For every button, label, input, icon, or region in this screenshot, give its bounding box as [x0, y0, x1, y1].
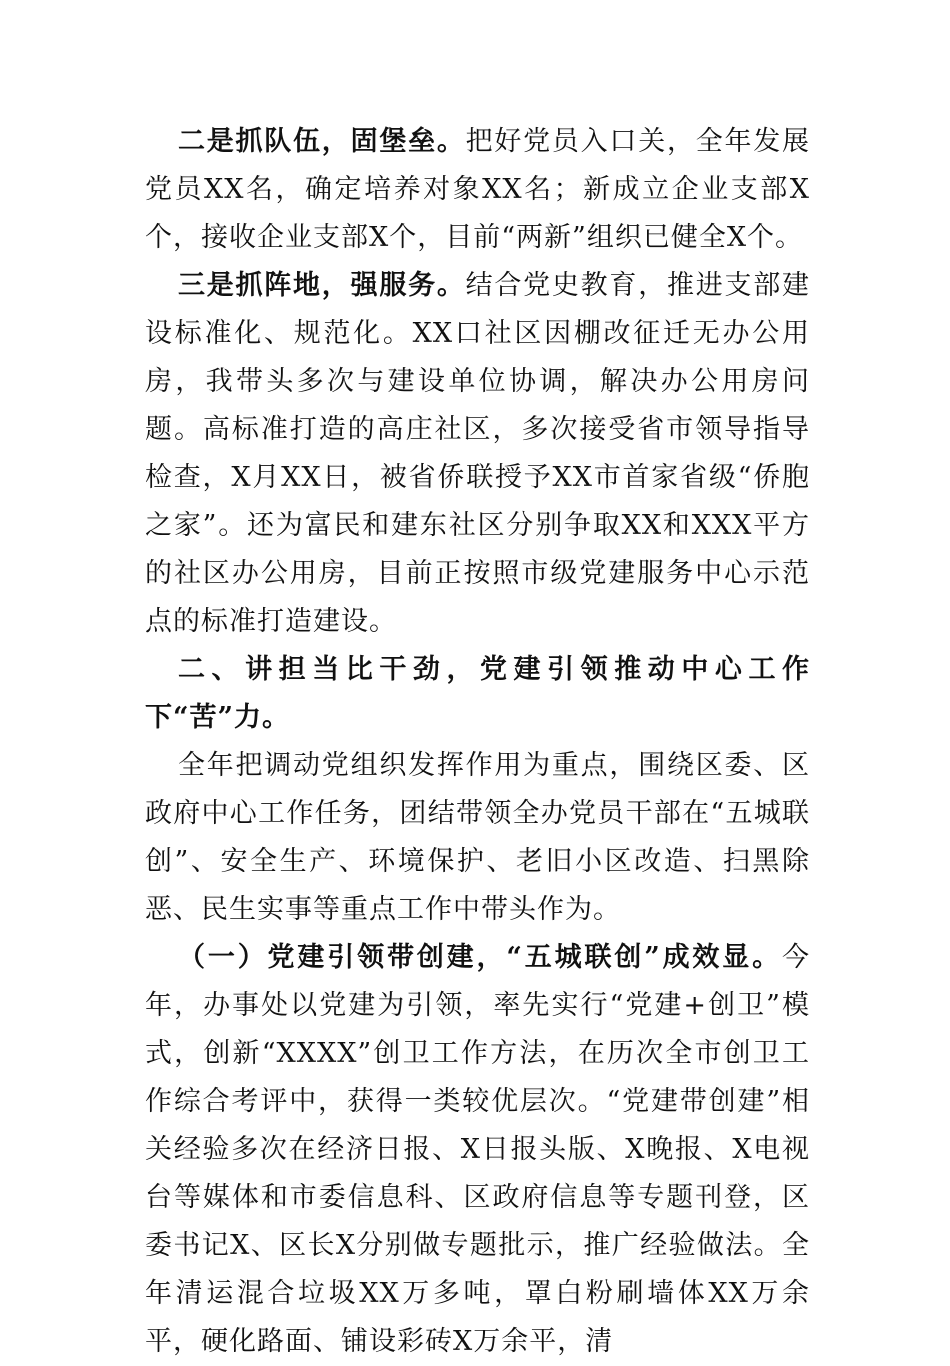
- section-heading: [145, 646, 810, 742]
- paragraph-text: 全年把调动党组织发挥作用为重点，围绕区委、区政府中心工作任务，团结带领全办党员干部在“五城联创”、安全生产、环境保护、老旧小区改造、扫黑除恶、民生实事等重点工作中带头作为。: [145, 750, 810, 925]
- paragraph-team-building: [145, 118, 810, 262]
- paragraph-positions-service: [145, 262, 810, 646]
- paragraph-text: 把好党员入口关，全年发展党员XX名，确定培养对象XX名；新成立企业支部X个，接收企业支部X个，目前“两新”组织已健全X个。: [145, 126, 811, 253]
- document-body: [145, 118, 810, 1366]
- paragraph-five-city: [145, 934, 810, 1366]
- paragraph-central-work: [145, 742, 810, 934]
- paragraph-lead: 二是抓队伍，固堡垒。: [178, 126, 466, 157]
- section-heading-text: 二、讲担当比干劲，党建引领推动中心工作下“苦”力。: [145, 654, 810, 733]
- paragraph-text: 结合党史教育，推进支部建设标准化、规范化。XX口社区因棚改征迁无办公用房，我带头多次与建设单位协调，解决办公用房问题。高标准打造的高庄社区，多次接受省市领导指导检查，X月XX日，被省侨联授予XX市首家省级“侨胞之家”。还为富民和建东社区分别争取XX和XXX平方的社区办公用房，目前正按照市级党建服务中心示范点的标准打造建设。: [145, 270, 811, 637]
- paragraph-lead: （一）党建引领带创建，“五城联创”成效显。: [178, 942, 782, 973]
- paragraph-lead: 三是抓阵地，强服务。: [178, 270, 466, 301]
- paragraph-text: 今年，办事处以党建为引领，率先实行“党建+创卫”模式，创新“XXXX”创卫工作方法，在历次全市创卫工作综合考评中，获得一类较优层次。“党建带创建”相关经验多次在经济日报、X日报头版、X晚报、X电视台等媒体和市委信息科、区政府信息等专题刊登，区委书记X、区长X分别做专题批示，推广经验做法。全年清运混合垃圾XX万多吨，罩白粉刷墙体XX万余平，硬化路面、铺设彩砖X万余平，清: [145, 942, 810, 1357]
